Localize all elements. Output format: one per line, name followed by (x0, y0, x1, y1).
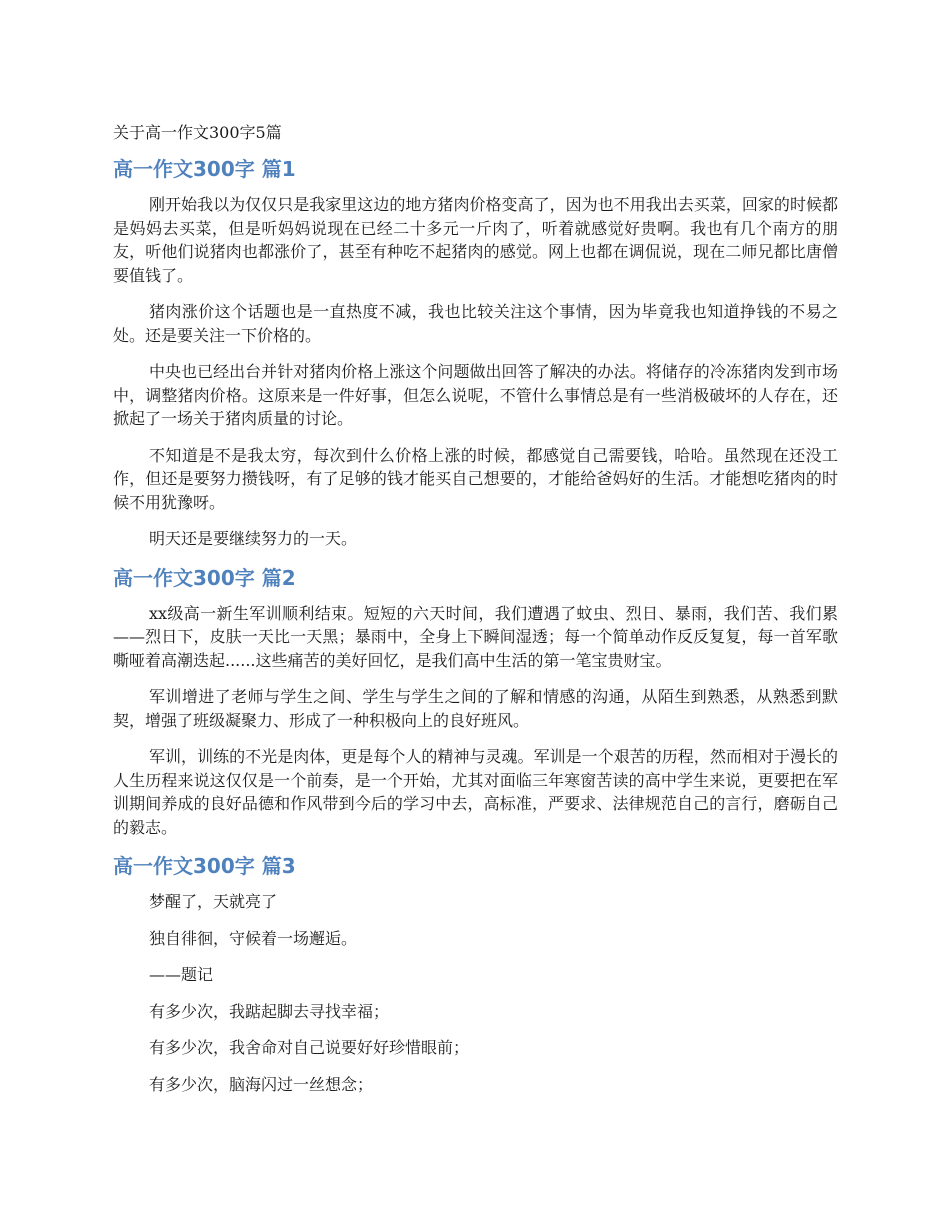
section-heading: 高一作文300字 篇1 (113, 157, 296, 181)
paragraph: 军训，训练的不光是肉体，更是每个人的精神与灵魂。军训是一个艰苦的历程，然而相对于漫长的人生历程来说这仅仅是一个前奏，是一个开始，尤其对面临三年寒窗苦读的高中学生来说，更要把在军训期间养成的良好品德和作风带到今后的学习中去，高标准，严要求、法律规范自己的言行，磨砺自己的毅志。 (113, 747, 838, 837)
paragraph: 有多少次，我舍命对自己说要好好珍惜眼前； (149, 1038, 470, 1057)
paragraph: 猪肉涨价这个话题也是一直热度不减，我也比较关注这个事情，因为毕竟我也知道挣钱的不易之处。还是要关注一下价格的。 (113, 302, 838, 345)
paragraph: 不知道是不是我太穷，每次到什么价格上涨的时候，都感觉自己需要钱，哈哈。虽然现在还没工作，但还是要努力攒钱呀，有了足够的钱才能买自己想要的，才能给爸妈好的生活。才能想吃猪肉的时候不用犹豫呀。 (113, 445, 838, 512)
paragraph: 有多少次，我踮起脚去寻找幸福； (149, 1001, 390, 1021)
paragraph: 独自徘徊，守候着一场邂逅。 (149, 928, 358, 948)
section-heading: 高一作文300字 篇2 (113, 565, 296, 590)
paragraph: 刚开始我以为仅仅只是我家里这边的地方猪肉价格变高了，因为也不用我出去买菜，回家的时候都是妈妈去买菜，但是听妈妈说现在已经二十多元一斤肉了，听着就感觉好贵啊。我也有几个南方的朋友，听他们说猪肉也都涨价了，甚至有种吃不起猪肉的感觉。网上也都在调侃说，现在二师兄都比唐僧要值钱了。 (113, 195, 838, 285)
paragraph: 梦醒了，天就亮了 (149, 892, 278, 911)
essay-section-2 (113, 564, 838, 840)
paragraph: 军训增进了老师与学生之间、学生与学生之间的了解和情感的沟通，从陌生到熟悉，从熟悉到默契，增强了班级凝聚力、形成了一种积极向上的良好班风。 (113, 687, 838, 730)
document-title: 关于高一作文300字5篇 (113, 123, 282, 142)
section-heading: 高一作文300字 篇3 (113, 854, 296, 878)
document-page (113, 121, 838, 1109)
essay-section-3 (113, 852, 838, 1096)
paragraph: 有多少次，脑海闪过一丝想念； (149, 1074, 374, 1094)
paragraph: 中央也已经出台并针对猪肉价格上涨这个问题做出回答了解决的办法。将储存的冷冻猪肉发到市场中，调整猪肉价格。这原来是一件好事，但怎么说呢，不管什么事情总是有一些消极破坏的人存在，还掀起了一场关于猪肉质量的讨论。 (113, 362, 838, 428)
paragraph: xx级高一新生军训顺利结束。短短的六天时间，我们遭遇了蚊虫、烈日、暴雨，我们苦、我们累——烈日下，皮肤一天比一天黑；暴雨中，全身上下瞬间湿透；每一个简单动作反反复复，每一首军歌嘶哑着高潮迭起......这些痛苦的美好回忆，是我们高中生活的第一笔宝贵财宝。 (113, 603, 838, 670)
paragraph: ——题记 (149, 965, 214, 984)
essay-section-1 (113, 155, 838, 551)
paragraph: 明天还是要继续努力的一天。 (149, 529, 358, 548)
